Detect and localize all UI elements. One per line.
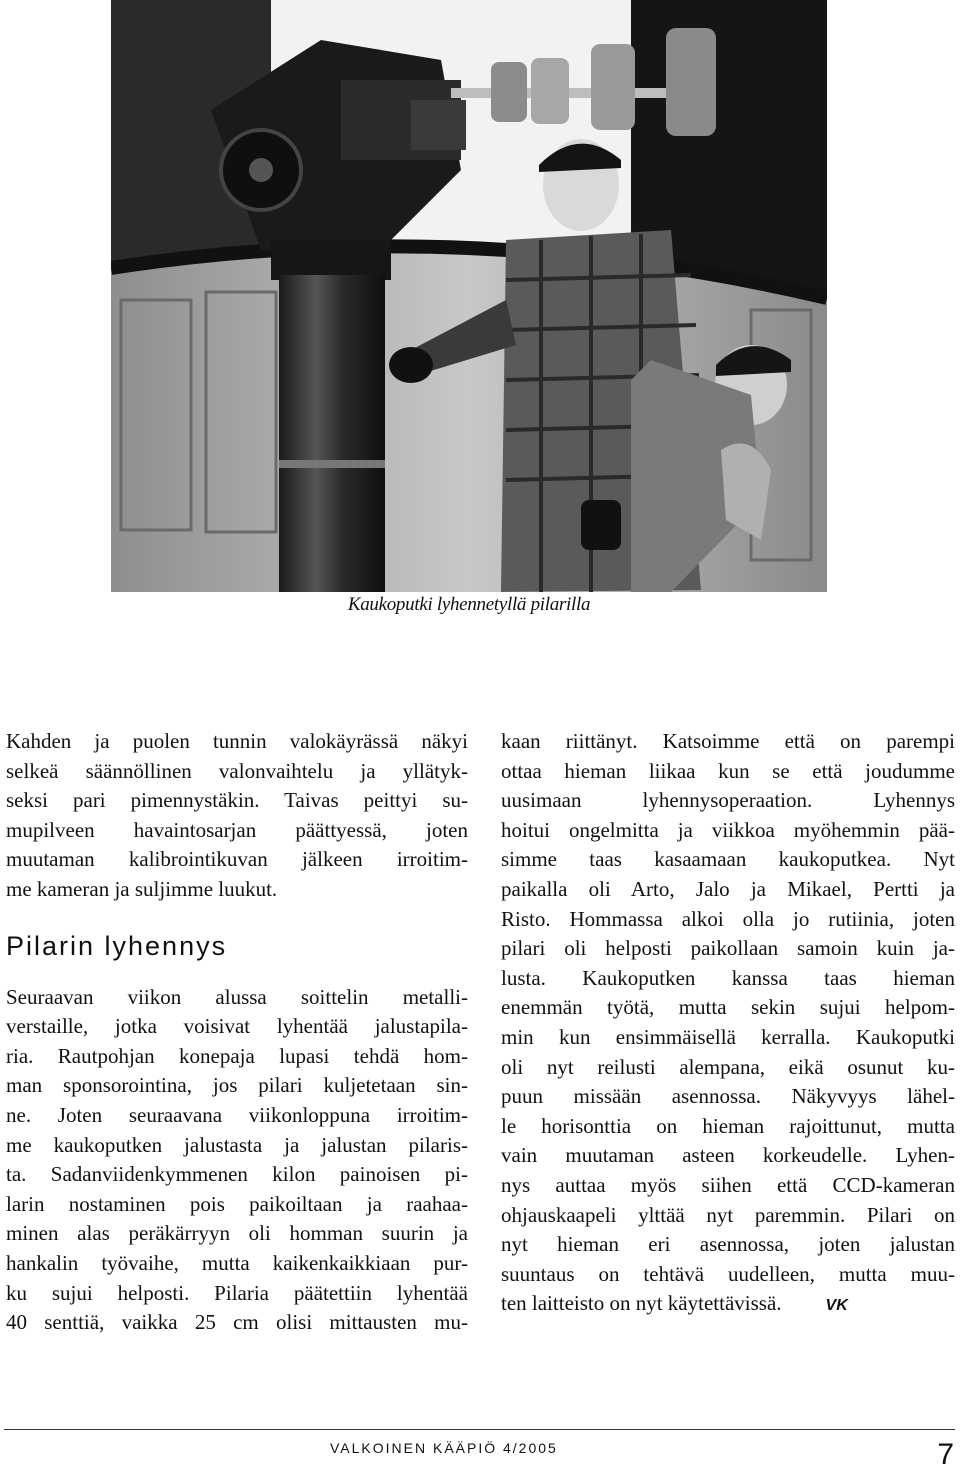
- right-column: [501, 727, 955, 1321]
- text-line: oli nyt reilusti alempana, eikä osunut ku-: [501, 1054, 955, 1079]
- text-line: ottaa hieman liikaa kun se että joudumme: [501, 758, 955, 783]
- footer-divider: [4, 1429, 955, 1430]
- text-line: simme taas kasaamaan kaukoputkea. Nyt: [501, 847, 955, 872]
- section-heading: Pilarin lyhennys: [6, 930, 228, 961]
- paragraph-continued: [501, 727, 955, 1321]
- text-line: Risto. Hommassa alkoi olla jo rutiinia, joten: [501, 906, 955, 931]
- text-line: pilari oli helposti paikollaan samoin kuin ja-: [501, 936, 955, 961]
- text-line: paikalla oli Arto, Jalo ja Mikael, Pertti ja: [501, 876, 955, 901]
- text-line: selkeä säännöllinen valonvaihtelu ja yllätyk-: [6, 758, 468, 783]
- text-line: mupilveen havaintosarjan päättyessä, joten: [6, 817, 468, 842]
- text-line: Seuraavan viikon alussa soittelin metalli-: [6, 984, 468, 1009]
- text-line: verstaille, jotka voisivat lyhentää jalustapila-: [6, 1014, 468, 1039]
- photo-caption: Kaukoputki lyhennetyllä pilarilla: [347, 594, 591, 615]
- text-line: me kameran ja suljimme luukut.: [6, 876, 278, 901]
- text-line: me kaukoputken jalustasta ja jalustan pilaris-: [6, 1132, 468, 1157]
- page-number: 7: [937, 1438, 954, 1471]
- text-line: ten laitteisto on nyt käytettävissä.: [501, 1291, 782, 1316]
- text-line: nys auttaa myös siihen että CCD-kameran: [501, 1172, 955, 1197]
- text-line: kaan riittänyt. Katsoimme että on parempi: [501, 729, 955, 753]
- text-line: muutaman kalibrointikuvan jälkeen irroitim-: [6, 847, 468, 872]
- text-line: nyt hieman eri asennossa, joten jalustan: [501, 1232, 955, 1257]
- paragraph-pillar: [6, 983, 468, 1338]
- text-line: 40 senttiä, vaikka 25 cm olisi mittausten mu-: [6, 1310, 468, 1335]
- text-line-last: [501, 1289, 955, 1321]
- text-line: hankalin työvaihe, mutta kaikenkaikkiaan pur-: [6, 1250, 468, 1275]
- text-line: hoitui ongelmitta ja viikkoa myöhemmin pää-: [501, 817, 955, 842]
- text-line: enemmän työtä, mutta sekin sujui helpom-: [501, 995, 955, 1020]
- text-line: vain muutaman asteen korkeudelle. Lyhen-: [501, 1143, 955, 1168]
- text-line: ohjauskaapeli ylttää nyt paremmin. Pilari on: [501, 1202, 955, 1227]
- text-line: suuntaus on tehtävä uudelleen, mutta muu-: [501, 1261, 955, 1286]
- paragraph-intro: [6, 727, 468, 905]
- text-line: ta. Sadanviidenkymmenen kilon painoisen pi-: [6, 1162, 468, 1187]
- text-line: seksi pari pimennystäkin. Taivas peittyi su-: [6, 788, 468, 813]
- publication-footer: VALKOINEN KÄÄPIÖ 4/2005: [330, 1440, 558, 1456]
- text-line: ne. Joten seuraavana viikonloppuna irroitim-: [6, 1102, 468, 1127]
- left-column: [6, 727, 468, 1338]
- text-line: Kahden ja puolen tunnin valokäyrässä näkyi: [6, 729, 468, 753]
- text-line: uusimaan lyhennysoperaation. Lyhennys: [501, 788, 955, 813]
- text-line: ku sujui helposti. Pilaria päätettiin lyhentää: [6, 1280, 468, 1305]
- text-line: puun missään asennossa. Näkyvyys lähel-: [501, 1084, 955, 1109]
- text-line: ria. Rautpohjan konepaja lupasi tehdä hom-: [6, 1043, 468, 1068]
- text-line: minen alas peräkärryyn oli homman suurin ja: [6, 1221, 468, 1246]
- text-line: le horisonttia on hieman rajoittunut, mutta: [501, 1113, 955, 1138]
- author-signature: VK: [825, 1297, 848, 1315]
- text-line: larin nostaminen pois paikoiltaan ja raahaa-: [6, 1191, 468, 1216]
- text-line: man sponsorointina, jos pilari kuljetetaan sin-: [6, 1073, 468, 1098]
- text-line: lusta. Kaukoputken kanssa taas hieman: [501, 965, 955, 990]
- photo-illustration: [111, 0, 827, 592]
- text-line: min kun ensimmäisellä kerralla. Kaukoputki: [501, 1024, 955, 1049]
- telescope-photo: [111, 0, 827, 592]
